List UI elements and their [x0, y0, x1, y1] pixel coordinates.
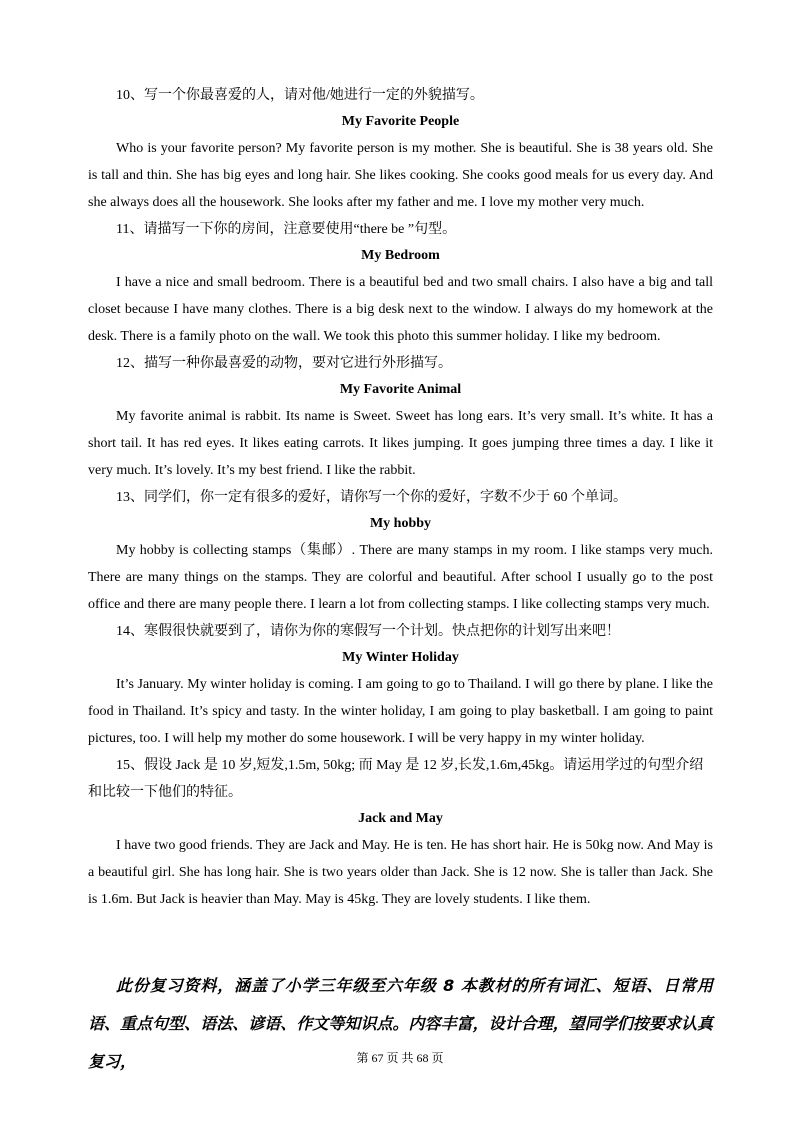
- page-number: 第 67 页 共 68 页: [356, 1051, 444, 1065]
- document-content: [88, 82, 713, 913]
- essay-paragraph: Who is your favorite person? My favorite person is my mother. She is beautiful. She is 38 years old. She is tall and thin. She has big eyes and long hair. She likes cooking. She cooks good meals for us every day. And she always does all the housework. She looks after my father and me. I love my mother very much.: [88, 141, 713, 210]
- question-14: 14、寒假很快就要到了，请你为你的寒假写一个计划。快点把你的计划写出来吧！: [116, 624, 620, 639]
- question-15: 15、假设 Jack 是 10 岁,短发,1.5m, 50kg; 而 May 是 12 岁,长发,1.6m,45kg。请运用学过的句型介绍和比较一下他们的特征。: [88, 758, 704, 800]
- question-13: 13、同学们，你一定有很多的爱好，请你写一个你的爱好，字数不少于 60 个单词。: [116, 490, 627, 505]
- essay-title: My Favorite People: [341, 114, 460, 129]
- question-10: 10、写一个你最喜爱的人，请对他/她进行一定的外貌描写。: [116, 88, 484, 103]
- essay-title: My Favorite Animal: [339, 382, 462, 397]
- review-material-note: 此份复习资料，涵盖了小学三年级至六年级 8 本教材的所有词汇、短语、日常用语、重点句型、语法、谚语、作文等知识点。内容丰富，设计合理，望同学们按要求认真复习，: [88, 976, 713, 1071]
- essay-title: My Winter Holiday: [342, 650, 459, 665]
- essay-paragraph: I have two good friends. They are Jack and May. He is ten. He has short hair. He is 50kg now. And May is a beautiful girl. She has long hair. She is two years older than Jack. She is 12 now. She is taller than Jack. She is 1.6m. But Jack is heavier than May. May is 45kg. They are lovely students. I like them.: [88, 838, 713, 907]
- essay-paragraph: My hobby is collecting stamps（集邮）. There are many stamps in my room. I like stamps very much. There are many things on the stamps. They are colorful and beautiful. After school I usually go to the post office and there are many people there. I learn a lot from collecting stamps. I like collecting stamps very much.: [88, 543, 713, 612]
- question-11: 11、请描写一下你的房间，注意要使用“there be ”句型。: [116, 222, 457, 237]
- essay-title: My hobby: [369, 516, 432, 531]
- essay-title: Jack and May: [358, 811, 443, 826]
- essay-title: My Bedroom: [361, 248, 440, 263]
- essay-paragraph: I have a nice and small bedroom. There is a beautiful bed and two small chairs. I also have a big and tall closet because I have many clothes. There is a big desk next to the window. I always do my homework at the desk. There is a family photo on the wall. We took this photo this summer holiday. I like my bedroom.: [88, 275, 713, 344]
- question-12: 12、描写一种你最喜爱的动物，要对它进行外形描写。: [116, 356, 452, 371]
- essay-paragraph: It’s January. My winter holiday is coming. I am going to go to Thailand. I will go there by plane. I like the food in Thailand. It’s spicy and tasty. In the winter holiday, I am going to play basketball. I am going to paint pictures, too. I will help my mother do some housework. I will be very happy in my winter holiday.: [88, 677, 713, 746]
- essay-paragraph: My favorite animal is rabbit. Its name is Sweet. Sweet has long ears. It’s very small. It’s white. It has a short tail. It has red eyes. It likes eating carrots. It likes jumping. It goes jumping three times a day. I like it very much. It’s lovely. It’s my best friend. I like the rabbit.: [88, 409, 713, 478]
